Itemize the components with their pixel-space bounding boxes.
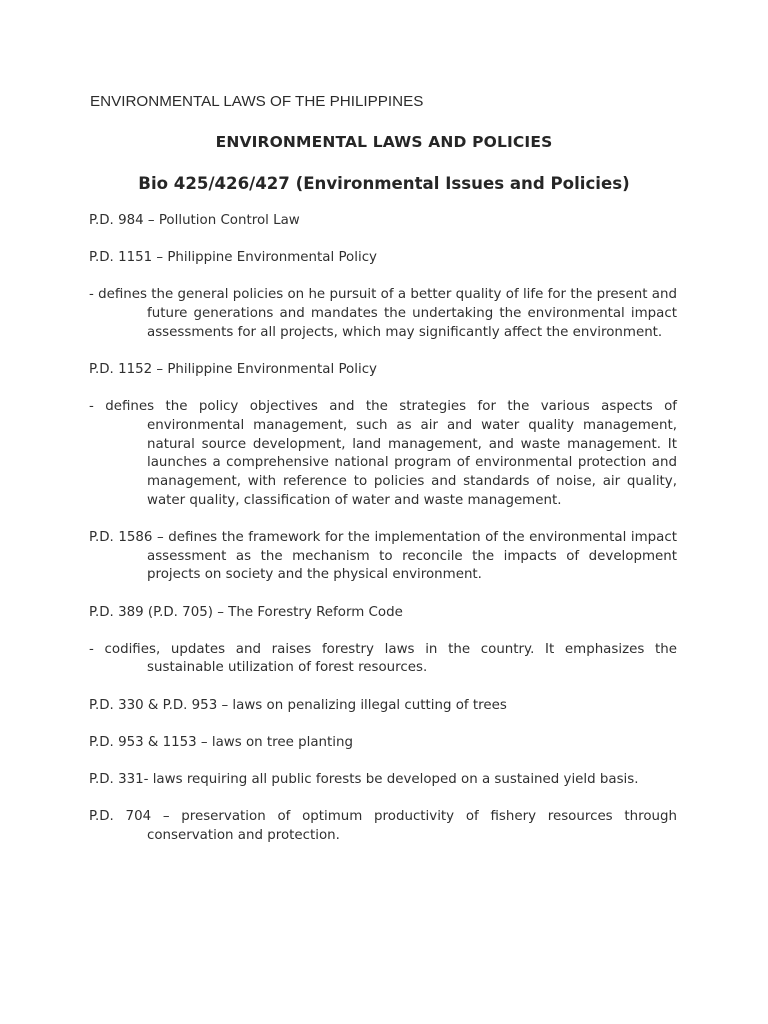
document-subtitle: Bio 425/426/427 (Environmental Issues and Policies) bbox=[138, 174, 630, 193]
document-title: ENVIRONMENTAL LAWS AND POLICIES bbox=[215, 133, 553, 151]
law-heading-pd-1152: P.D. 1152 – Philippine Environmental Policy bbox=[89, 362, 377, 378]
document-header: ENVIRONMENTAL LAWS OF THE PHILIPPINES bbox=[90, 93, 424, 110]
law-entry-pd-1586: P.D. 1586 – defines the framework for the implementation of the environmental impact assessment as the mechanism to reconcile the impacts of development projects on society and the physical environment. bbox=[89, 529, 677, 583]
document-body bbox=[89, 212, 677, 864]
law-heading-pd-984: P.D. 984 – Pollution Control Law bbox=[89, 213, 300, 228]
law-entry-pd-953-1153: P.D. 953 & 1153 – laws on tree planting bbox=[89, 734, 353, 750]
law-entry-pd-330-953: P.D. 330 & P.D. 953 – laws on penalizing illegal cutting of trees bbox=[89, 697, 507, 713]
law-description-pd-1151: - defines the general policies on he pursuit of a better quality of life for the present and future generations and mandates the undertaking the environmental impact assessments for all projects, which may significantly affect the environment. bbox=[89, 287, 677, 340]
law-description-pd-1152: - defines the policy objectives and the strategies for the various aspects of environmental management, such as air and water quality management, natural source development, land management, and waste management. It launches a comprehensive national program of environmental protection and management, with reference to policies and standards of noise, air quality, water quality, classification of water and waste management. bbox=[89, 399, 677, 508]
law-heading-pd-389: P.D. 389 (P.D. 705) – The Forestry Reform Code bbox=[89, 604, 403, 620]
law-heading-pd-1151: P.D. 1151 – Philippine Environmental Policy bbox=[89, 250, 377, 266]
law-entry-pd-704: P.D. 704 – preservation of optimum productivity of fishery resources through conservation and protection. bbox=[89, 809, 677, 843]
law-description-pd-389: - codifies, updates and raises forestry laws in the country. It emphasizes the sustainable utilization of forest resources. bbox=[89, 641, 677, 676]
law-entry-pd-331: P.D. 331- laws requiring all public forests be developed on a sustained yield basis. bbox=[89, 772, 639, 788]
